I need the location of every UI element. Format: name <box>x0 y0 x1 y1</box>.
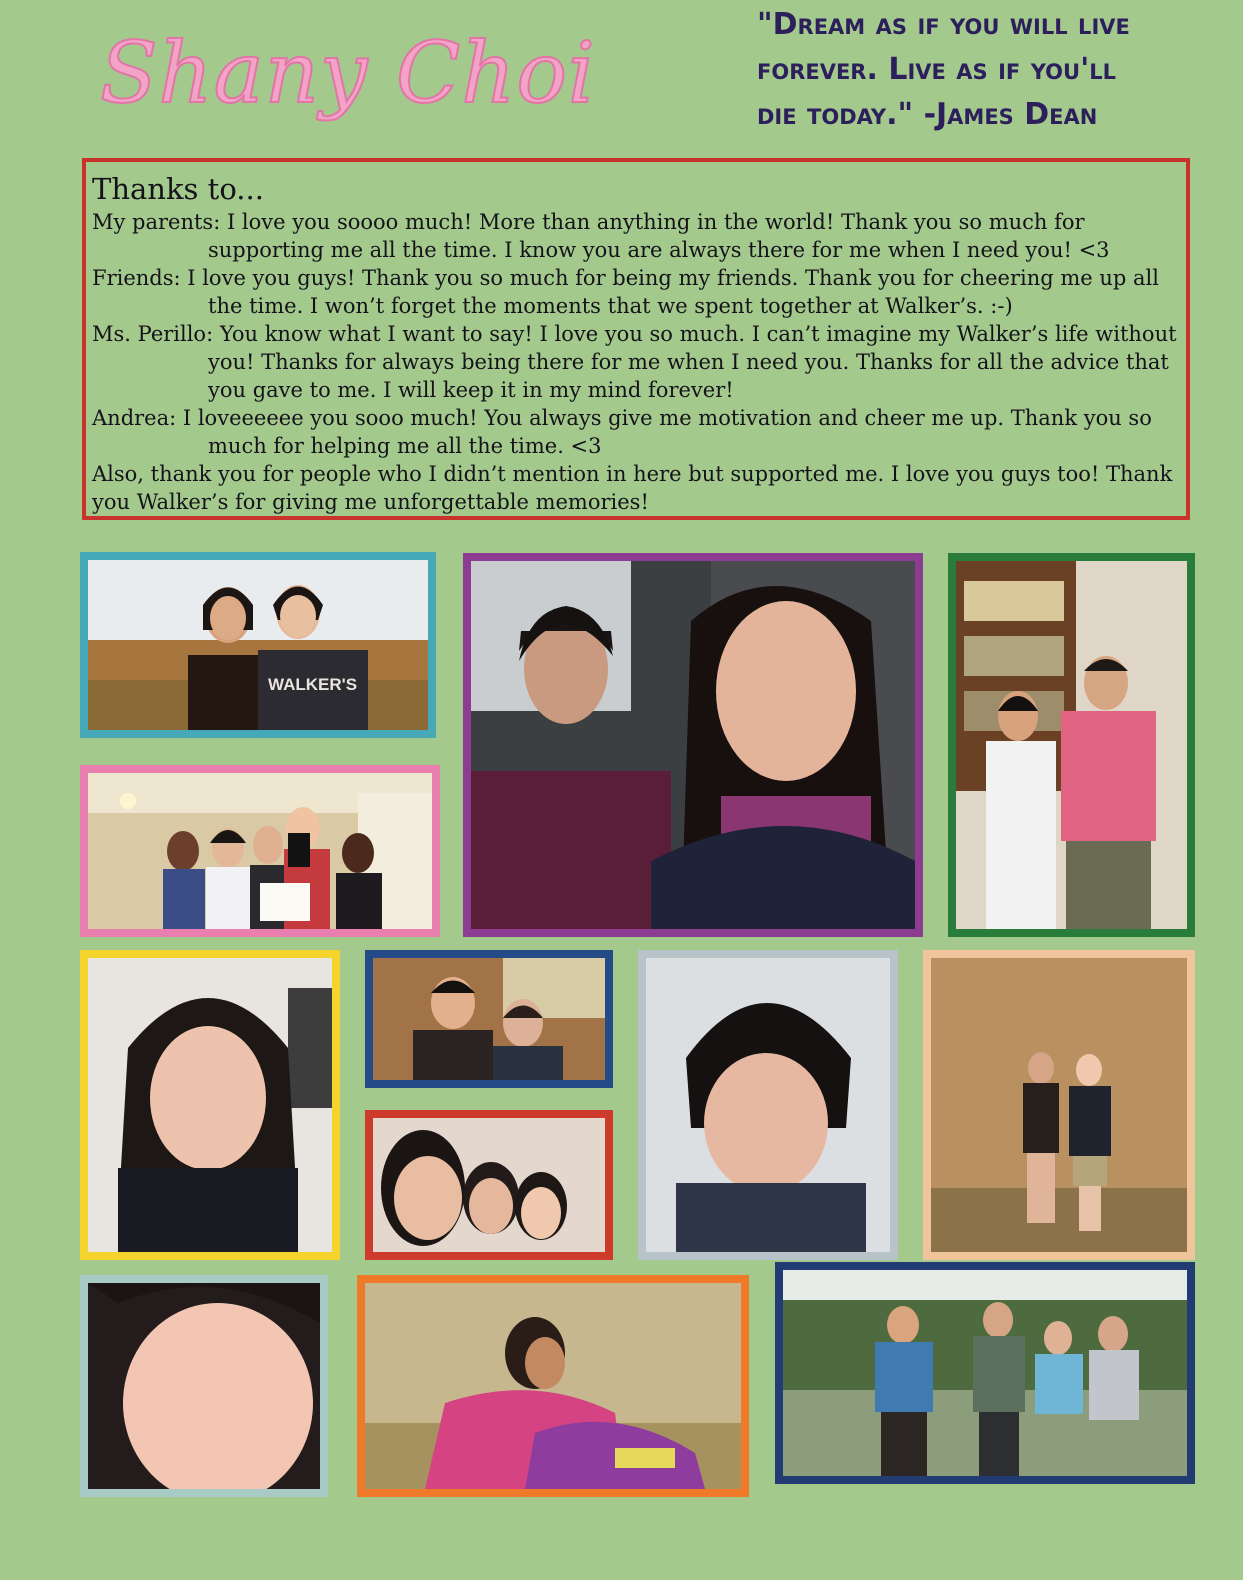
photo-family-outdoors <box>775 1262 1195 1484</box>
thanks-entry-perillo: Ms. Perillo: You know what I want to say! I love you so much. I can’t imagine my Walker’s life without you! Thanks for always being there for me when I need you. Thanks for all the advice that you gave to me. I will keep it in my mind forever! <box>92 322 1177 402</box>
photo-group-award <box>80 765 440 937</box>
thanks-closing: Also, thank you for people who I didn’t mention in here but supported me. I love you guys too! Thank you Walker’s for giving me unforgettable memories! <box>92 462 1173 514</box>
photo-selfie-yellow <box>80 950 340 1260</box>
thanks-entry-parents: My parents: I love you soooo much! More than anything in the world! Thank you so much for supporting me all the time. I know you are always there for me when I need you! <3 <box>92 210 1110 262</box>
photo-library-doctor <box>948 553 1195 937</box>
photo-brick-wall <box>923 950 1195 1260</box>
senior-quote: "Dream as if you will live forever. Live as if you'll die today." -James Dean <box>757 7 1130 132</box>
thanks-entry-andrea: Andrea: I loveeeeee you sooo much! You always give me motivation and cheer me up. Thank you so much for helping me all the time. <3 <box>92 406 1152 458</box>
photo-three-girls <box>365 1110 613 1260</box>
student-name: Shany Choi <box>100 24 596 122</box>
thanks-box <box>82 158 1190 520</box>
thanks-heading: Thanks to... <box>92 172 264 206</box>
photo-selfie-closeup <box>80 1275 328 1497</box>
photo-blanket <box>357 1275 749 1497</box>
photo-selfie-grey <box>638 950 898 1260</box>
thanks-entry-friends: Friends: I love you guys! Thank you so much for being my friends. Thank you for cheering me up all the time. I won’t forget the moments that we spent together at Walker’s. :-) <box>92 266 1159 318</box>
photo-two-adults <box>365 950 613 1088</box>
photo-car-selfie <box>463 553 923 937</box>
photo-two-friends-overlook <box>80 552 436 738</box>
shirt-text: WALKER'S <box>268 675 358 694</box>
